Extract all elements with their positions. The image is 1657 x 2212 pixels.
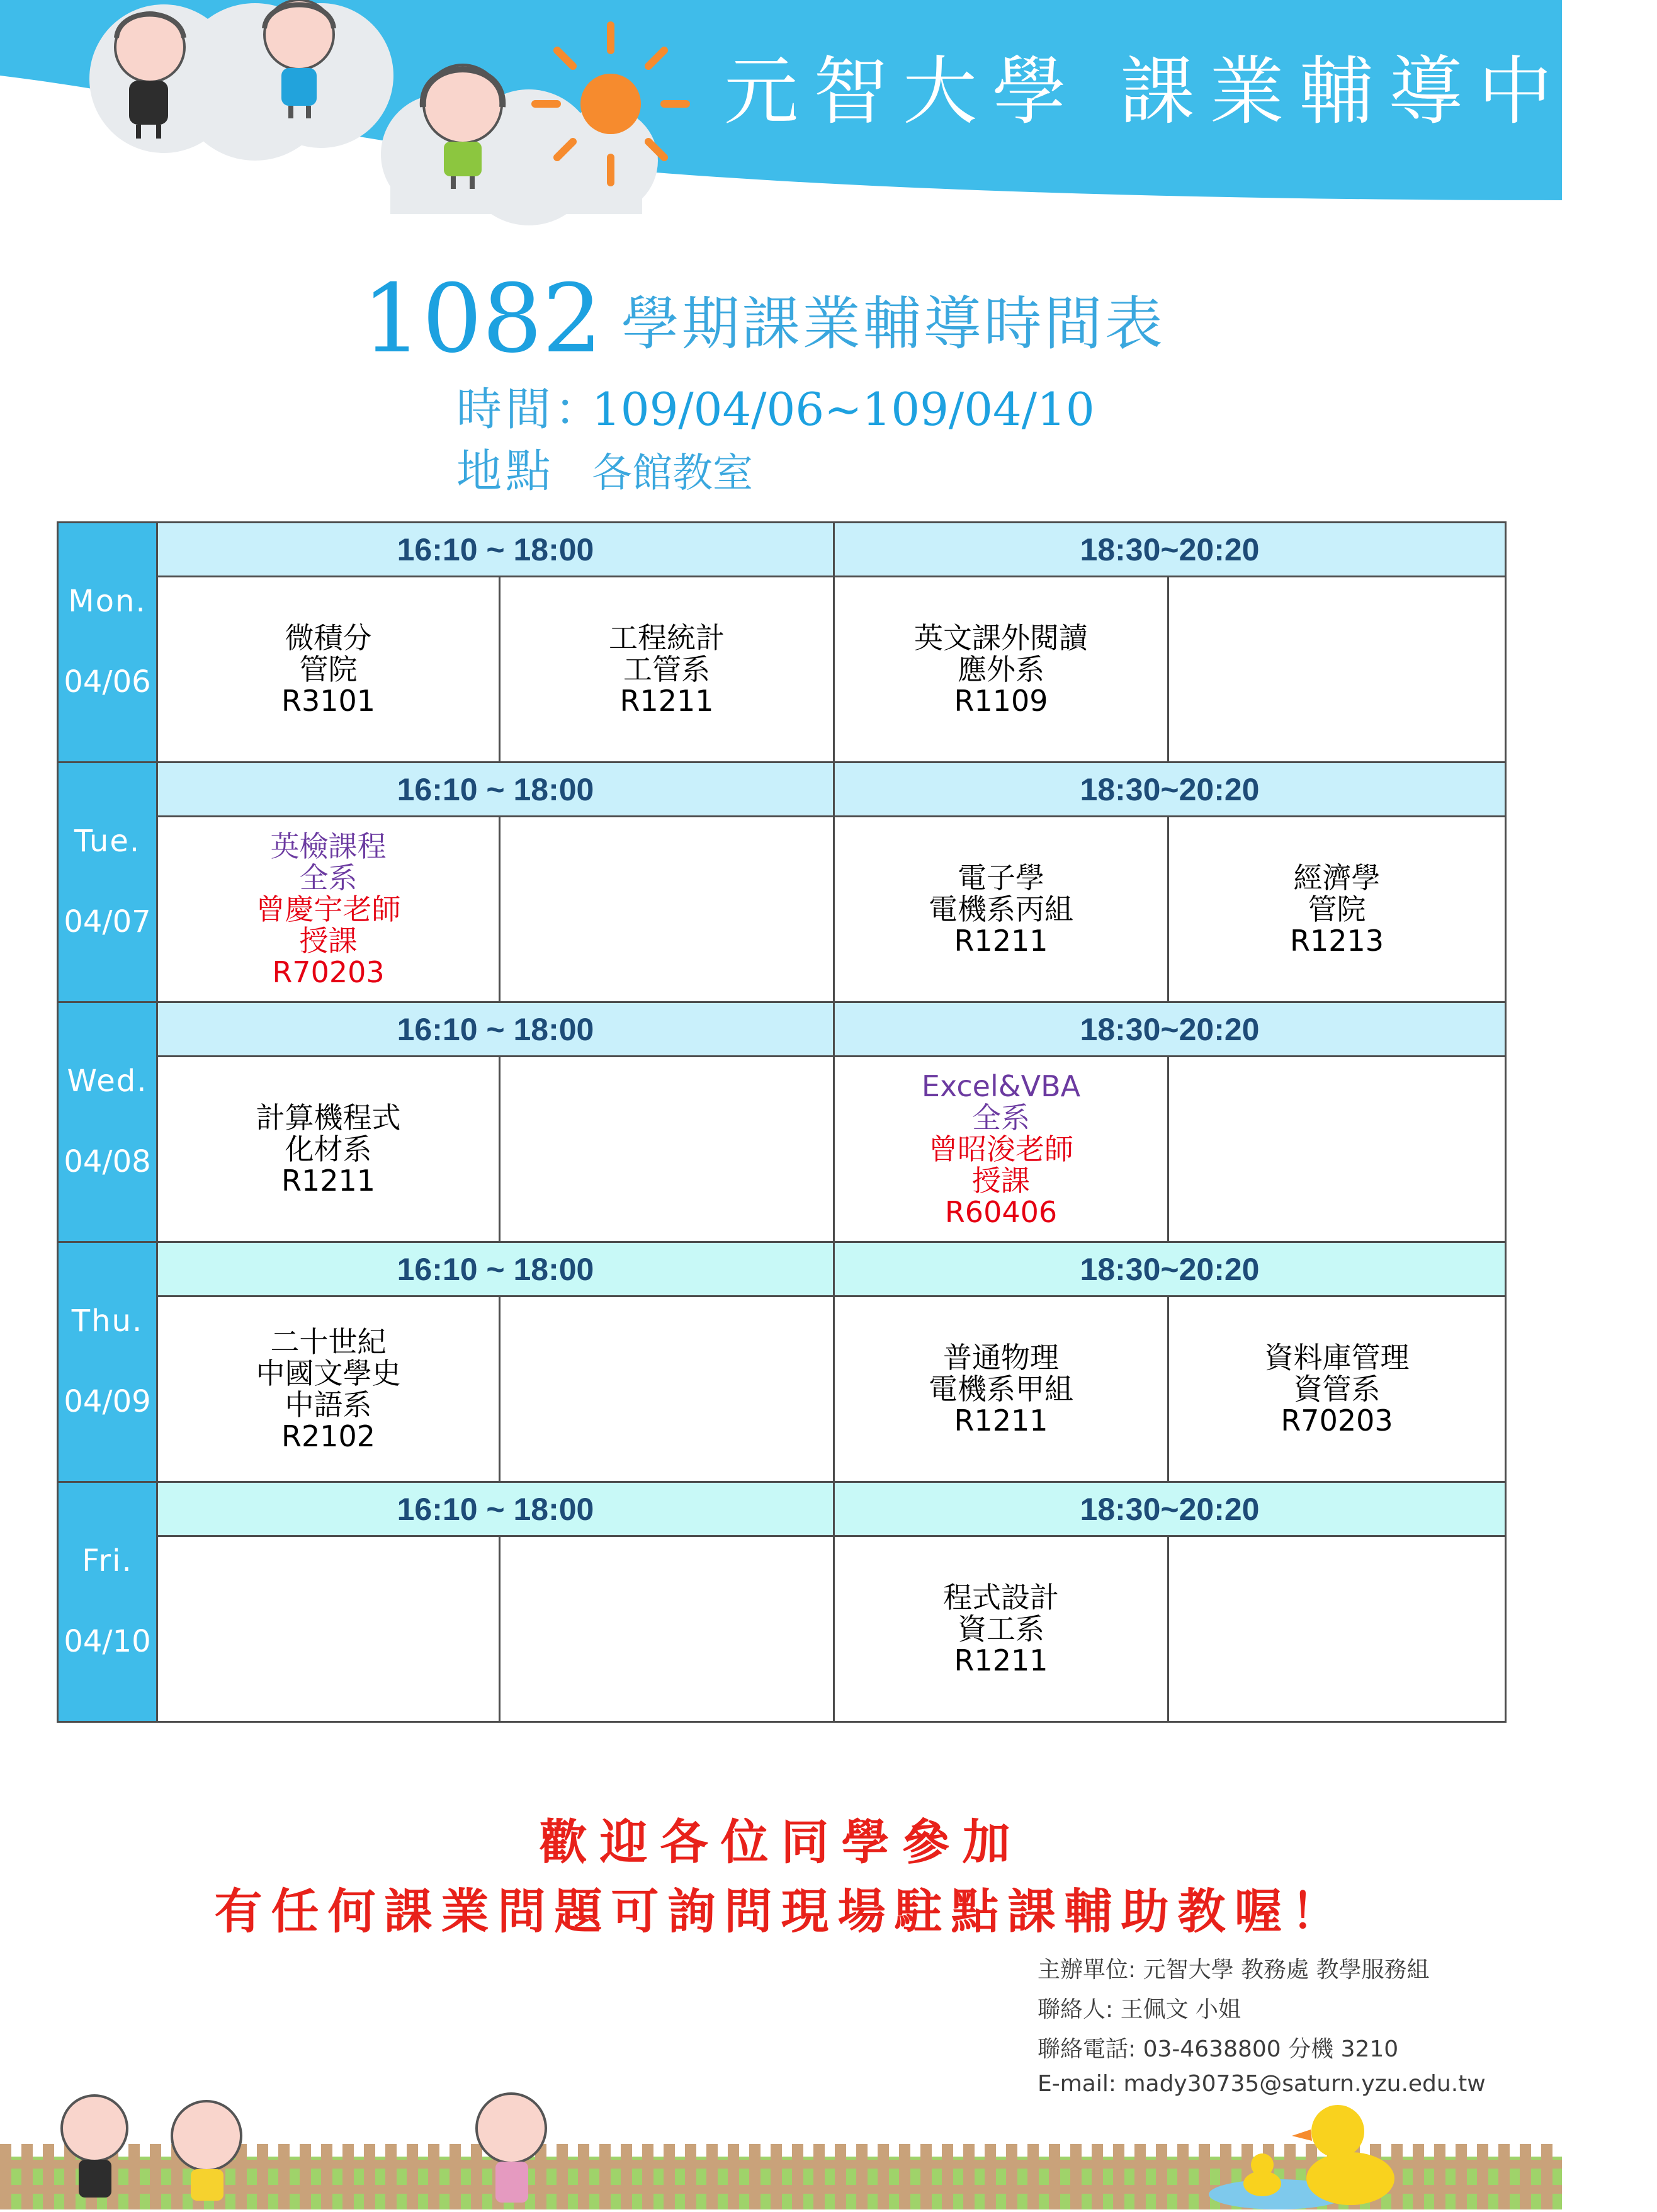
course-line: R1211 <box>281 1164 376 1198</box>
day-date: 04/10 <box>64 1624 151 1659</box>
course-line: 英文課外閱讀 <box>914 621 1088 655</box>
slot-row <box>58 523 1506 577</box>
time-value: 109/04/06~109/04/10 <box>592 383 1095 436</box>
course-line: 化材系 <box>285 1132 372 1166</box>
course-line: 應外系 <box>958 652 1044 686</box>
day-date: 04/06 <box>64 664 151 700</box>
course-cell <box>834 817 1168 1002</box>
course-line: 英檢課程 <box>270 829 387 863</box>
course-cell <box>1168 1296 1506 1482</box>
page-title <box>362 264 1165 372</box>
course-row <box>58 817 1506 1002</box>
course-line: 曾慶宇老師 <box>256 892 401 926</box>
day-cell <box>58 1002 157 1242</box>
course-line: R2102 <box>281 1419 376 1453</box>
course-line: R1211 <box>954 1643 1048 1677</box>
schedule-table <box>57 521 1507 1723</box>
course-cell <box>157 577 500 763</box>
day-date: 04/08 <box>64 1144 151 1179</box>
day-date: 04/07 <box>64 904 151 939</box>
center-title: 元智大學 課業輔導中心 <box>724 48 1657 135</box>
day-cell <box>58 523 157 763</box>
course-cell <box>834 1536 1168 1722</box>
course-row <box>58 1536 1506 1722</box>
course-cell <box>1168 577 1506 763</box>
contact-person: 聯絡人: 王佩文 小姐 <box>1038 1997 1241 2022</box>
course-cell <box>500 1536 834 1722</box>
day-name: Wed. <box>67 1063 148 1099</box>
day-name: Tue. <box>74 824 141 859</box>
course-line: 授課 <box>972 1164 1030 1198</box>
course-line: 計算機程式 <box>256 1101 401 1135</box>
course-line: 電子學 <box>958 861 1044 895</box>
course-cell <box>834 577 1168 763</box>
slot-row <box>58 1002 1506 1057</box>
slot-row <box>58 763 1506 817</box>
course-line: 全系 <box>972 1101 1030 1135</box>
course-row <box>58 577 1506 763</box>
course-cell <box>1168 1057 1506 1242</box>
course-line: 授課 <box>299 924 358 958</box>
course-cell <box>500 1057 834 1242</box>
course-line: 電機系甲組 <box>929 1372 1073 1406</box>
course-cell <box>157 817 500 1002</box>
course-line: R60406 <box>944 1195 1058 1229</box>
course-line: R1211 <box>954 1404 1048 1438</box>
course-cell <box>1168 817 1506 1002</box>
course-line: R1213 <box>1289 924 1384 958</box>
time-slot-header: 18:30~20:20 <box>834 1002 1506 1057</box>
course-line: R3101 <box>281 684 376 718</box>
place-label: 地點 <box>456 445 555 497</box>
course-line: 資料庫管理 <box>1264 1341 1410 1375</box>
time-slot-header: 18:30~20:20 <box>834 523 1506 577</box>
course-line: 電機系丙組 <box>929 892 1073 926</box>
time-label: 時間： <box>456 383 604 436</box>
course-cell <box>500 1296 834 1482</box>
course-line: 全系 <box>299 861 358 895</box>
day-date: 04/09 <box>64 1384 151 1419</box>
term-number: 1082 <box>362 264 602 374</box>
day-name: Fri. <box>82 1543 133 1579</box>
course-line: Excel&VBA <box>921 1069 1081 1103</box>
place-value: 各館教室 <box>592 450 753 497</box>
course-line: 資管系 <box>1293 1372 1381 1406</box>
course-cell <box>500 817 834 1002</box>
course-line: R70203 <box>272 955 385 989</box>
course-cell <box>157 1296 500 1482</box>
title-text: 學期課業輔導時間表 <box>621 290 1165 358</box>
sun-icon <box>535 25 686 183</box>
contact-organizer: 主辦單位: 元智大學 教務處 教學服務組 <box>1038 1957 1430 1983</box>
course-cell <box>500 577 834 763</box>
course-cell <box>834 1057 1168 1242</box>
course-cell <box>157 1536 500 1722</box>
welcome-line-2: 有任何課業問題可詢問現場駐點課輔助教喔！ <box>214 1883 1348 1939</box>
course-line: 二十世紀 <box>270 1325 387 1359</box>
day-name: Thu. <box>71 1303 144 1339</box>
time-slot-header: 16:10 ~ 18:00 <box>157 763 834 817</box>
slot-row <box>58 1242 1506 1296</box>
place-row <box>456 434 753 500</box>
course-line: R1211 <box>619 684 714 718</box>
header-band <box>0 0 1657 214</box>
time-row <box>456 373 1095 438</box>
time-slot-header: 16:10 ~ 18:00 <box>157 1002 834 1057</box>
course-line: 曾昭浚老師 <box>929 1132 1073 1166</box>
course-cell <box>1168 1536 1506 1722</box>
course-line: 中語系 <box>285 1388 372 1422</box>
course-cell <box>157 1057 500 1242</box>
course-row <box>58 1296 1506 1482</box>
time-slot-header: 16:10 ~ 18:00 <box>157 523 834 577</box>
course-line: 中國文學史 <box>256 1356 401 1390</box>
course-line: 微積分 <box>285 621 372 655</box>
course-line: R70203 <box>1281 1404 1393 1438</box>
time-slot-header: 16:10 ~ 18:00 <box>157 1242 834 1296</box>
footer-illustration <box>0 2084 1562 2209</box>
time-slot-header: 16:10 ~ 18:00 <box>157 1482 834 1536</box>
course-line: 程式設計 <box>943 1580 1059 1614</box>
course-line: 管院 <box>1308 892 1366 926</box>
course-cell <box>834 1296 1168 1482</box>
course-row <box>58 1057 1506 1242</box>
course-line: R1109 <box>954 684 1048 718</box>
course-line: R1211 <box>954 924 1048 958</box>
day-name: Mon. <box>68 584 147 620</box>
day-cell <box>58 1242 157 1482</box>
course-line: 普通物理 <box>943 1341 1059 1375</box>
course-line: 管院 <box>299 652 358 686</box>
time-slot-header: 18:30~20:20 <box>834 1242 1506 1296</box>
slot-row <box>58 1482 1506 1536</box>
course-line: 資工系 <box>958 1612 1044 1646</box>
time-slot-header: 18:30~20:20 <box>834 1482 1506 1536</box>
contact-phone: 聯絡電話: 03-4638800 分機 3210 <box>1038 2036 1399 2062</box>
welcome-line-1: 歡迎各位同學參加 <box>539 1814 1023 1870</box>
course-line: 工程統計 <box>609 621 725 655</box>
day-cell <box>58 763 157 1002</box>
course-line: 工管系 <box>623 652 710 686</box>
course-line: 經濟學 <box>1293 861 1381 895</box>
day-cell <box>58 1482 157 1722</box>
footer-band <box>0 2084 1562 2209</box>
time-slot-header: 18:30~20:20 <box>834 763 1506 817</box>
contact-email[interactable]: E-mail: mady30735@saturn.yzu.edu.tw <box>1038 2071 1486 2097</box>
